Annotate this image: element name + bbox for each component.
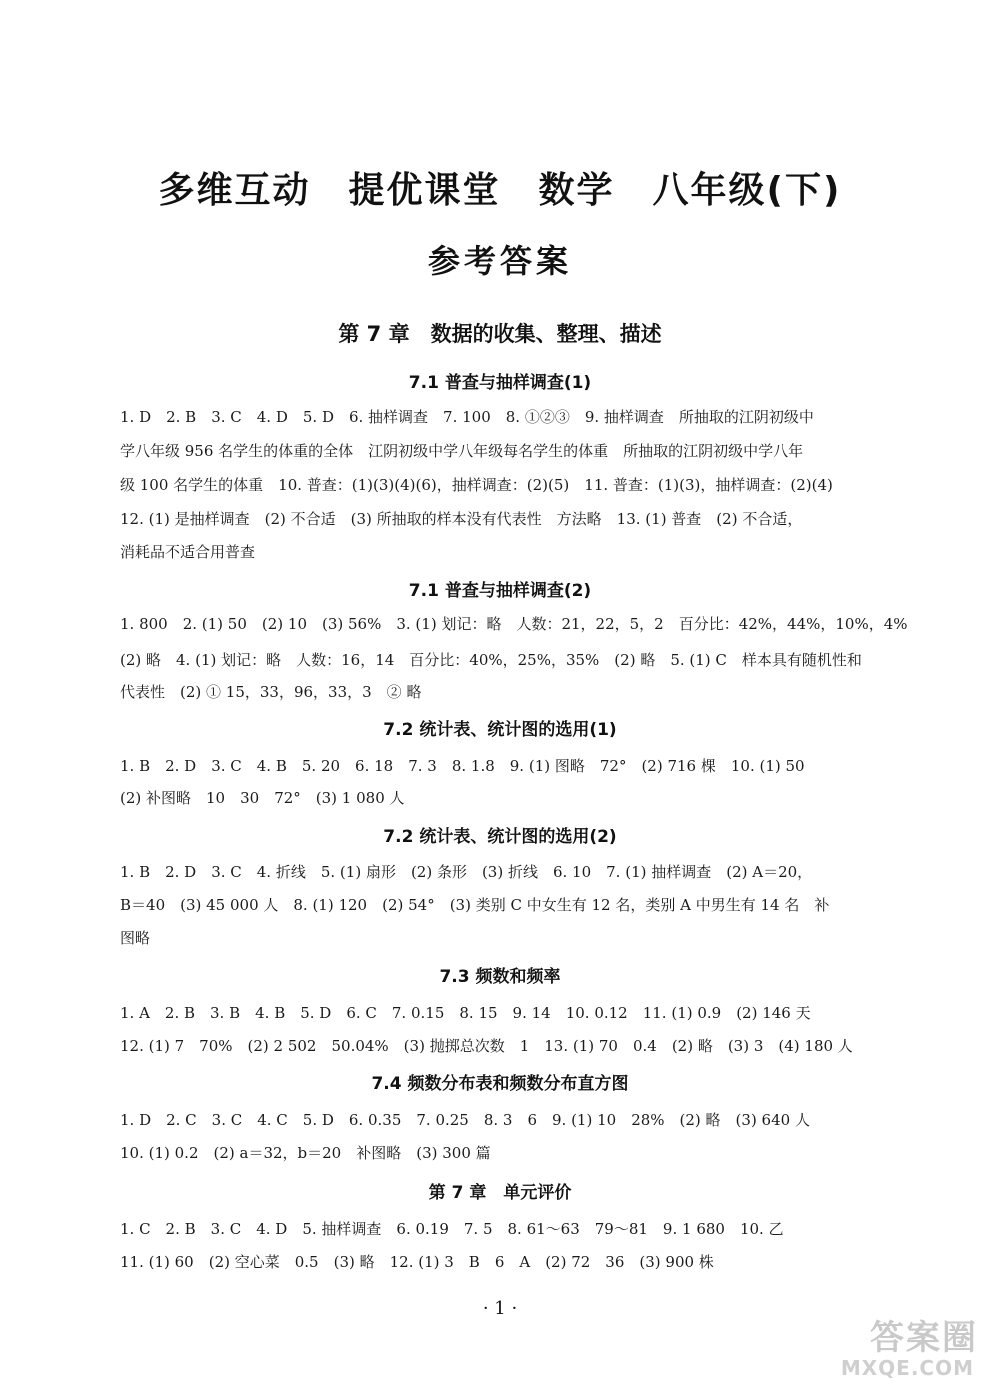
- answer-line: 1. B 2. D 3. C 4. B 5. 20 6. 18 7. 3 8. 1.8 9. (1) 图略 72° (2) 716 棵 10. (1) 50: [120, 757, 805, 775]
- answer-line: 1. B 2. D 3. C 4. 折线 5. (1) 扇形 (2) 条形 (3) 折线 6. 10 7. (1) 抽样调查 (2) A＝20，: [120, 863, 813, 881]
- section-7-2-part2: [0, 824, 1000, 850]
- answer-line: 11. (1) 60 (2) 空心菜 0.5 (3) 略 12. (1) 3 B 6 A (2) 72 36 (3) 900 株: [120, 1253, 714, 1271]
- answers-title: 参考答案: [427, 242, 572, 280]
- watermark-url: MXQE.COM: [840, 1356, 974, 1380]
- section-heading: 7.4 频数分布表和频数分布直方图: [371, 1074, 629, 1094]
- answer-line: (2) 补图略 10 30 72° (3) 1 080 人: [120, 789, 405, 807]
- answer-line: 10. (1) 0.2 (2) a＝32，b＝20 补图略 (3) 300 篇: [120, 1144, 491, 1162]
- section-7-1-part1: [0, 370, 1000, 396]
- chapter-title: 第 7 章 数据的收集、整理、描述: [338, 322, 662, 346]
- section-heading: 7.2 统计表、统计图的选用(1): [383, 720, 617, 740]
- watermark-mark: 答案圈: [870, 1318, 978, 1358]
- section-heading: 7.2 统计表、统计图的选用(2): [383, 827, 617, 847]
- section-7-3: [0, 964, 1000, 990]
- answer-line: B＝40 (3) 45 000 人 8. (1) 120 (2) 54° (3) 类别 C 中女生有 12 名，类别 A 中男生有 14 名 补: [120, 896, 830, 914]
- section-heading: 7.1 普查与抽样调查(2): [408, 581, 592, 601]
- answer-line: 级 100 名学生的体重 10. 普查：(1)(3)(4)(6)，抽样调查：(2)(5) 11. 普查：(1)(3)，抽样调查：(2)(4): [120, 476, 833, 494]
- section-7-1-part2: [0, 578, 1000, 604]
- section-heading: 第 7 章 单元评价: [428, 1183, 572, 1203]
- answer-line: 1. D 2. B 3. C 4. D 5. D 6. 抽样调查 7. 100 8. ①②③ 9. 抽样调查 所抽取的江阴初级中: [120, 408, 814, 426]
- answer-line: 图略: [120, 929, 151, 947]
- answer-line: 12. (1) 7 70% (2) 2 502 50.04% (3) 抛掷总次数 1 13. (1) 70 0.4 (2) 略 (3) 3 (4) 180 人: [120, 1037, 853, 1055]
- answer-line: (2) 略 4. (1) 划记：略 人数：16，14 百分比：40%，25%，35% (2) 略 5. (1) C 样本具有随机性和: [120, 651, 862, 669]
- answer-line: 1. 800 2. (1) 50 (2) 10 (3) 56% 3. (1) 划记：略 人数：21，22，5，2 百分比：42%，44%，10%，4%: [120, 615, 908, 633]
- page-number: · 1 ·: [482, 1298, 518, 1319]
- answer-line: 1. C 2. B 3. C 4. D 5. 抽样调查 6. 0.19 7. 5 8. 61～63 79～81 9. 1 680 10. 乙: [120, 1220, 784, 1238]
- section-heading: 7.1 普查与抽样调查(1): [408, 373, 592, 393]
- answer-line: 学八年级 956 名学生的体重的全体 江阴初级中学八年级每名学生的体重 所抽取的江阴初级中学八年: [120, 442, 804, 460]
- section-heading: 7.3 频数和频率: [439, 967, 561, 987]
- section-7-2-part1: [0, 717, 1000, 743]
- answer-line: 1. D 2. C 3. C 4. C 5. D 6. 0.35 7. 0.25 8. 3 6 9. (1) 10 28% (2) 略 (3) 640 人: [120, 1111, 810, 1129]
- section-chapter-review: [0, 1180, 1000, 1206]
- answer-line: 12. (1) 是抽样调查 (2) 不合适 (3) 所抽取的样本没有代表性 方法略 13. (1) 普查 (2) 不合适，: [120, 510, 803, 528]
- book-title: 多维互动 提优课堂 数学 八年级(下): [158, 170, 842, 211]
- answer-line: 1. A 2. B 3. B 4. B 5. D 6. C 7. 0.15 8. 15 9. 14 10. 0.12 11. (1) 0.9 (2) 146 天: [120, 1004, 811, 1022]
- answer-line: 消耗品不适合用普查: [120, 543, 256, 561]
- answer-line: 代表性 (2) ① 15，33，96，33，3 ② 略: [120, 683, 422, 701]
- section-7-4: [0, 1071, 1000, 1097]
- watermark-logo: [828, 1310, 978, 1380]
